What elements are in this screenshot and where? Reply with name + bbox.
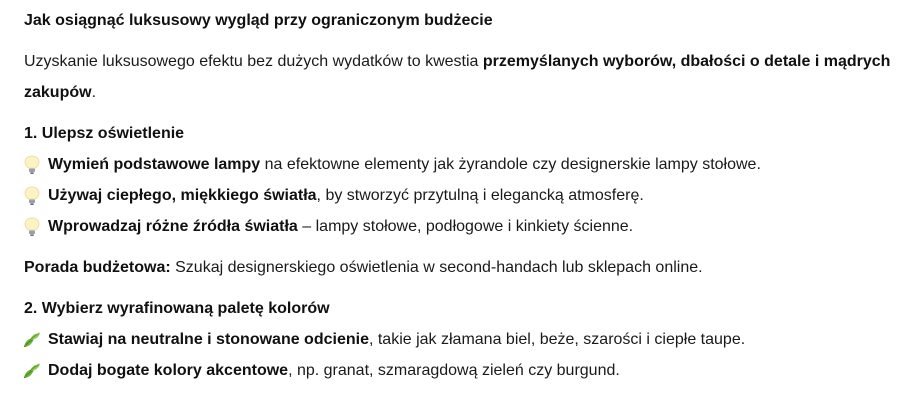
intro-text: Uzyskanie luksusowego efektu bez dużych wydatków to kwestia — [24, 53, 483, 70]
light-bulb-icon — [22, 155, 42, 175]
list-item-bold: Wymień podstawowe lampy — [48, 156, 261, 173]
list-item-text — [48, 180, 644, 211]
list-item-text — [48, 355, 620, 386]
list-item-rest: , takie jak złamana biel, beże, szarości i ciepłe taupe. — [368, 331, 746, 348]
list-item-rest: na efektowne elementy jak żyrandole czy designerskie lampy stołowe. — [260, 156, 761, 173]
list-item-text — [48, 149, 761, 180]
list-item-text — [48, 211, 633, 242]
list-item-bold: Używaj ciepłego, miękkiego światła — [48, 187, 317, 204]
intro-paragraph — [24, 46, 894, 108]
list-item — [22, 355, 903, 386]
light-bulb-icon — [22, 186, 42, 206]
list-item — [22, 324, 903, 355]
leaves-icon — [22, 361, 42, 381]
tip-label: Porada budżetowa: — [24, 259, 171, 276]
section-heading-lighting: 1. Ulepsz oświetlenie — [24, 125, 185, 142]
list-item-text — [48, 324, 745, 355]
list-item — [22, 180, 903, 211]
list-item-rest: – lampy stołowe, podłogowe i kinkiety ścienne. — [297, 218, 634, 235]
tip-text: Szukaj designerskiego oświetlenia w second-handach lub sklepach online. — [170, 259, 703, 276]
document-title: Jak osiągnąć luksusowy wygląd przy ograniczonym budżecie — [24, 12, 493, 29]
list-item — [22, 211, 903, 242]
list-item-rest: , by stworzyć przytulną i elegancką atmosferę. — [316, 187, 644, 204]
list-item-rest: , np. granat, szmaragdową zieleń czy burgund. — [288, 362, 620, 379]
intro-end: . — [91, 84, 97, 101]
list-item — [22, 149, 903, 180]
section-heading-colors: 2. Wybierz wyrafinowaną paletę kolorów — [24, 300, 330, 317]
intro-bold: przemyślanych wyborów, dbałości o detale i mądrych zakupów — [24, 53, 891, 101]
list-item-bold: Stawiaj na neutralne i stonowane odcienie — [48, 331, 369, 348]
leaves-icon — [22, 330, 42, 350]
light-bulb-icon — [22, 217, 42, 237]
budget-tip — [24, 252, 903, 283]
list-item-bold: Dodaj bogate kolory akcentowe — [48, 362, 289, 379]
list-item-bold: Wprowadzaj różne źródła światła — [48, 218, 298, 235]
